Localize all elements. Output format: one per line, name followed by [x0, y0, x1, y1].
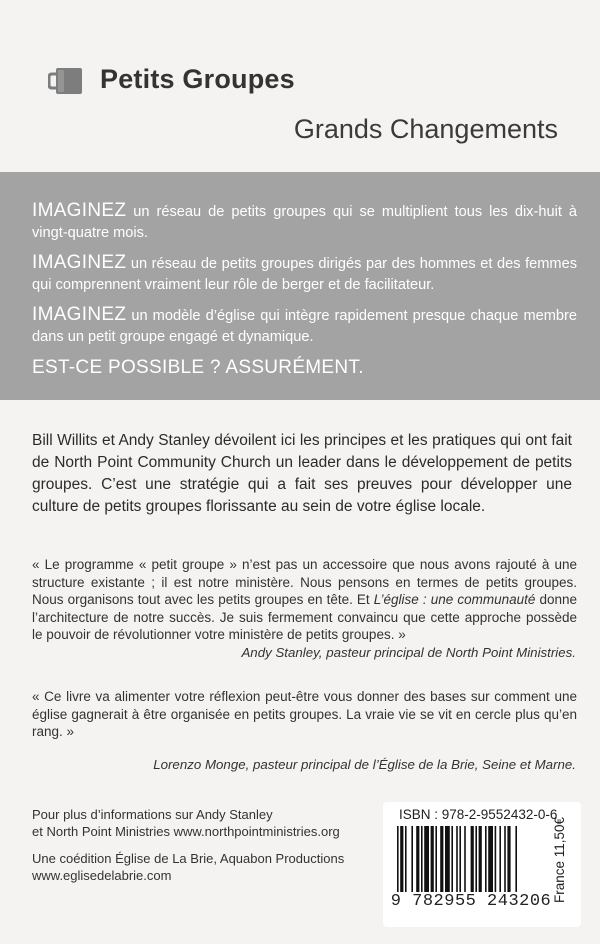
info-line: Pour plus d’informations sur Andy Stanley — [32, 807, 273, 822]
imagine-paragraph — [32, 252, 577, 296]
book-subtitle: Grands Changements — [293, 114, 558, 144]
imagine-text: un modèle d’église qui intègre rapidement presque chaque membre dans un petit groupe engagé et dynamique. — [32, 308, 577, 345]
website: www.eglisedelabrie.com — [32, 868, 172, 883]
book-reference: L’église : une communauté — [373, 592, 536, 607]
imagine-keyword: IMAGINEZ — [32, 252, 127, 273]
imagine-text: un réseau de petits groupes qui se multiplient tous les dix-huit à vingt-quatre mois. — [32, 204, 577, 241]
header — [0, 0, 600, 172]
imagine-keyword: IMAGINEZ — [32, 200, 127, 221]
mug-icon — [48, 66, 88, 96]
imagine-keyword: IMAGINEZ — [32, 304, 127, 325]
quote-attribution: Lorenzo Monge, pasteur principal de l’Église de la Brie, Seine et Marne. — [153, 757, 576, 772]
barcode-icon — [397, 826, 559, 892]
price-label: France 11,50€ — [552, 816, 567, 904]
quote-andy-stanley — [32, 556, 577, 644]
imagine-paragraph — [32, 304, 577, 348]
quote-attribution: Andy Stanley, pasteur principal de North Point Ministries. — [241, 645, 576, 660]
imagine-band — [0, 172, 600, 400]
book-title: Petits Groupes — [100, 64, 295, 94]
isbn-label: ISBN : 978-2-9552432-0-6 — [399, 807, 558, 822]
imagine-paragraph — [32, 200, 577, 244]
more-info — [32, 806, 340, 840]
question-line: EST-CE POSSIBLE ? ASSURÉMENT. — [32, 357, 364, 378]
publisher-info — [32, 850, 344, 884]
info-line: et North Point Ministries www.northpointministries.org — [32, 824, 340, 839]
quote-lorenzo-monge: « Ce livre va alimenter votre réflexion peut-être vous donner des bases sur comment une église gagnerait à être organisée en petits groupes. La vraie vie se vit en cercle plus qu’en rang. » — [32, 689, 577, 739]
intro-paragraph: Bill Willits et Andy Stanley dévoilent ici les principes et les pratiques qui ont fait de North Point Community Church un leader dans le développement de petits groupes. C’est une stratégie qui a fait ses preuves pour développer une culture de petits groupes florissante au sein de votre église locale. — [32, 432, 572, 515]
imagine-text: un réseau de petits groupes dirigés par des hommes et des femmes qui comprennent vraiment leur rôle de berger et de facilitateur. — [32, 256, 577, 293]
quote-text: « Le programme « petit groupe » n’est pas un accessoire que nous avons rajouté à une structure existante ; il est notre ministère. Nous pensons en termes de petits groupes. Nous organisons tout avec les petits groupes en tête. Et — [32, 557, 577, 607]
quote-text: donne l’architecture de notre succès. Je suis fermement convaincu que cette approche possède le pouvoir de révolutionner votre ministère de petits groupes. » — [32, 592, 577, 642]
barcode-number: 9 782955 243206 — [390, 892, 552, 911]
info-line: Une coédition Église de La Brie, Aquabon Productions — [32, 851, 345, 866]
